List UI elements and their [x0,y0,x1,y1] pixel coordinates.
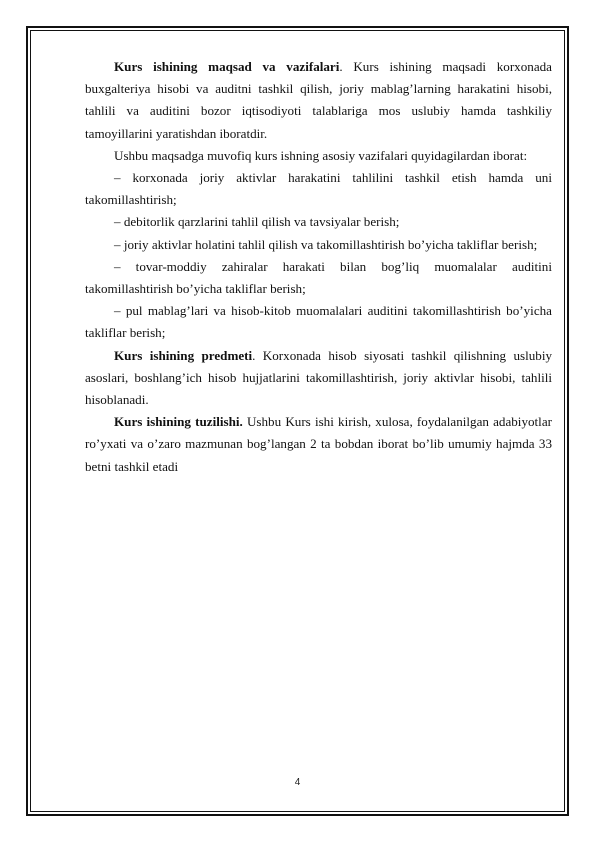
list-item-text: – korxonada joriy aktivlar harakatini tahlilini tashkil etish hamda uni takomillashtirish; [85,170,552,208]
document-body [85,56,552,478]
list-item [85,300,552,344]
heading-goals: Kurs ishining maqsad va vazifalari [114,59,340,74]
paragraph-subject [85,345,552,412]
page-number: 4 [294,777,301,788]
paragraph-goals [85,56,552,145]
heading-structure: Kurs ishining tuzilishi. [114,414,243,430]
list-item [85,256,552,300]
paragraph-structure-text: Ushbu Kurs ishi kirish, xulosa, foydalanilgan adabiyotlar ro’yxati va o’zaro mazmunan bog’langan 2 ta bobdan iborat bo’lib umumiy hajmda 33 betni tashkil etadi [85,414,552,474]
list-item [85,211,552,233]
list-item-text: – pul mablag’lari va hisob-kitob muomalalari auditini takomillashtirish bo’yicha takliflar berish; [85,303,552,341]
list-item-text: – tovar-moddiy zahiralar harakati bilan bog’liq muomalalar auditini takomillashtirish bo’yicha takliflar berish; [85,258,552,297]
paragraph-structure [85,411,552,478]
paragraph-tasks-intro-text: Ushbu maqsadga muvofiq kurs ishning asosiy vazifalari quyidagilardan iborat: [114,147,528,163]
paragraph-tasks-intro [85,145,552,167]
list-item [85,167,552,211]
paragraph-goals-text: . Kurs ishining maqsadi korxonada buxgalteriya hisobi va auditni tashkil qilish, joriy mablag’larning harakatini hisobi, tahlili va auditini bozor iqtisodiyoti talablariga mos uslubiy hamda tashkiliy tamoyillarini yaratishdan iboratdir. [85,59,552,141]
heading-subject: Kurs ishining predmeti [114,347,253,363]
list-item-text: – joriy aktivlar holatini tahlil qilish va takomillashtirish bo’yicha takliflar berish; [114,236,538,252]
list-item [85,234,552,256]
list-item-text: – debitorlik qarzlarini tahlil qilish va tavsiyalar berish; [114,214,400,230]
paragraph-subject-text: . Korxonada hisob siyosati tashkil qilishning uslubiy asoslari, boshlang’ich hisob hujjatlarini takomillashtirish, joriy aktivlar hisobi, tahlili hisoblanadi. [85,347,553,408]
